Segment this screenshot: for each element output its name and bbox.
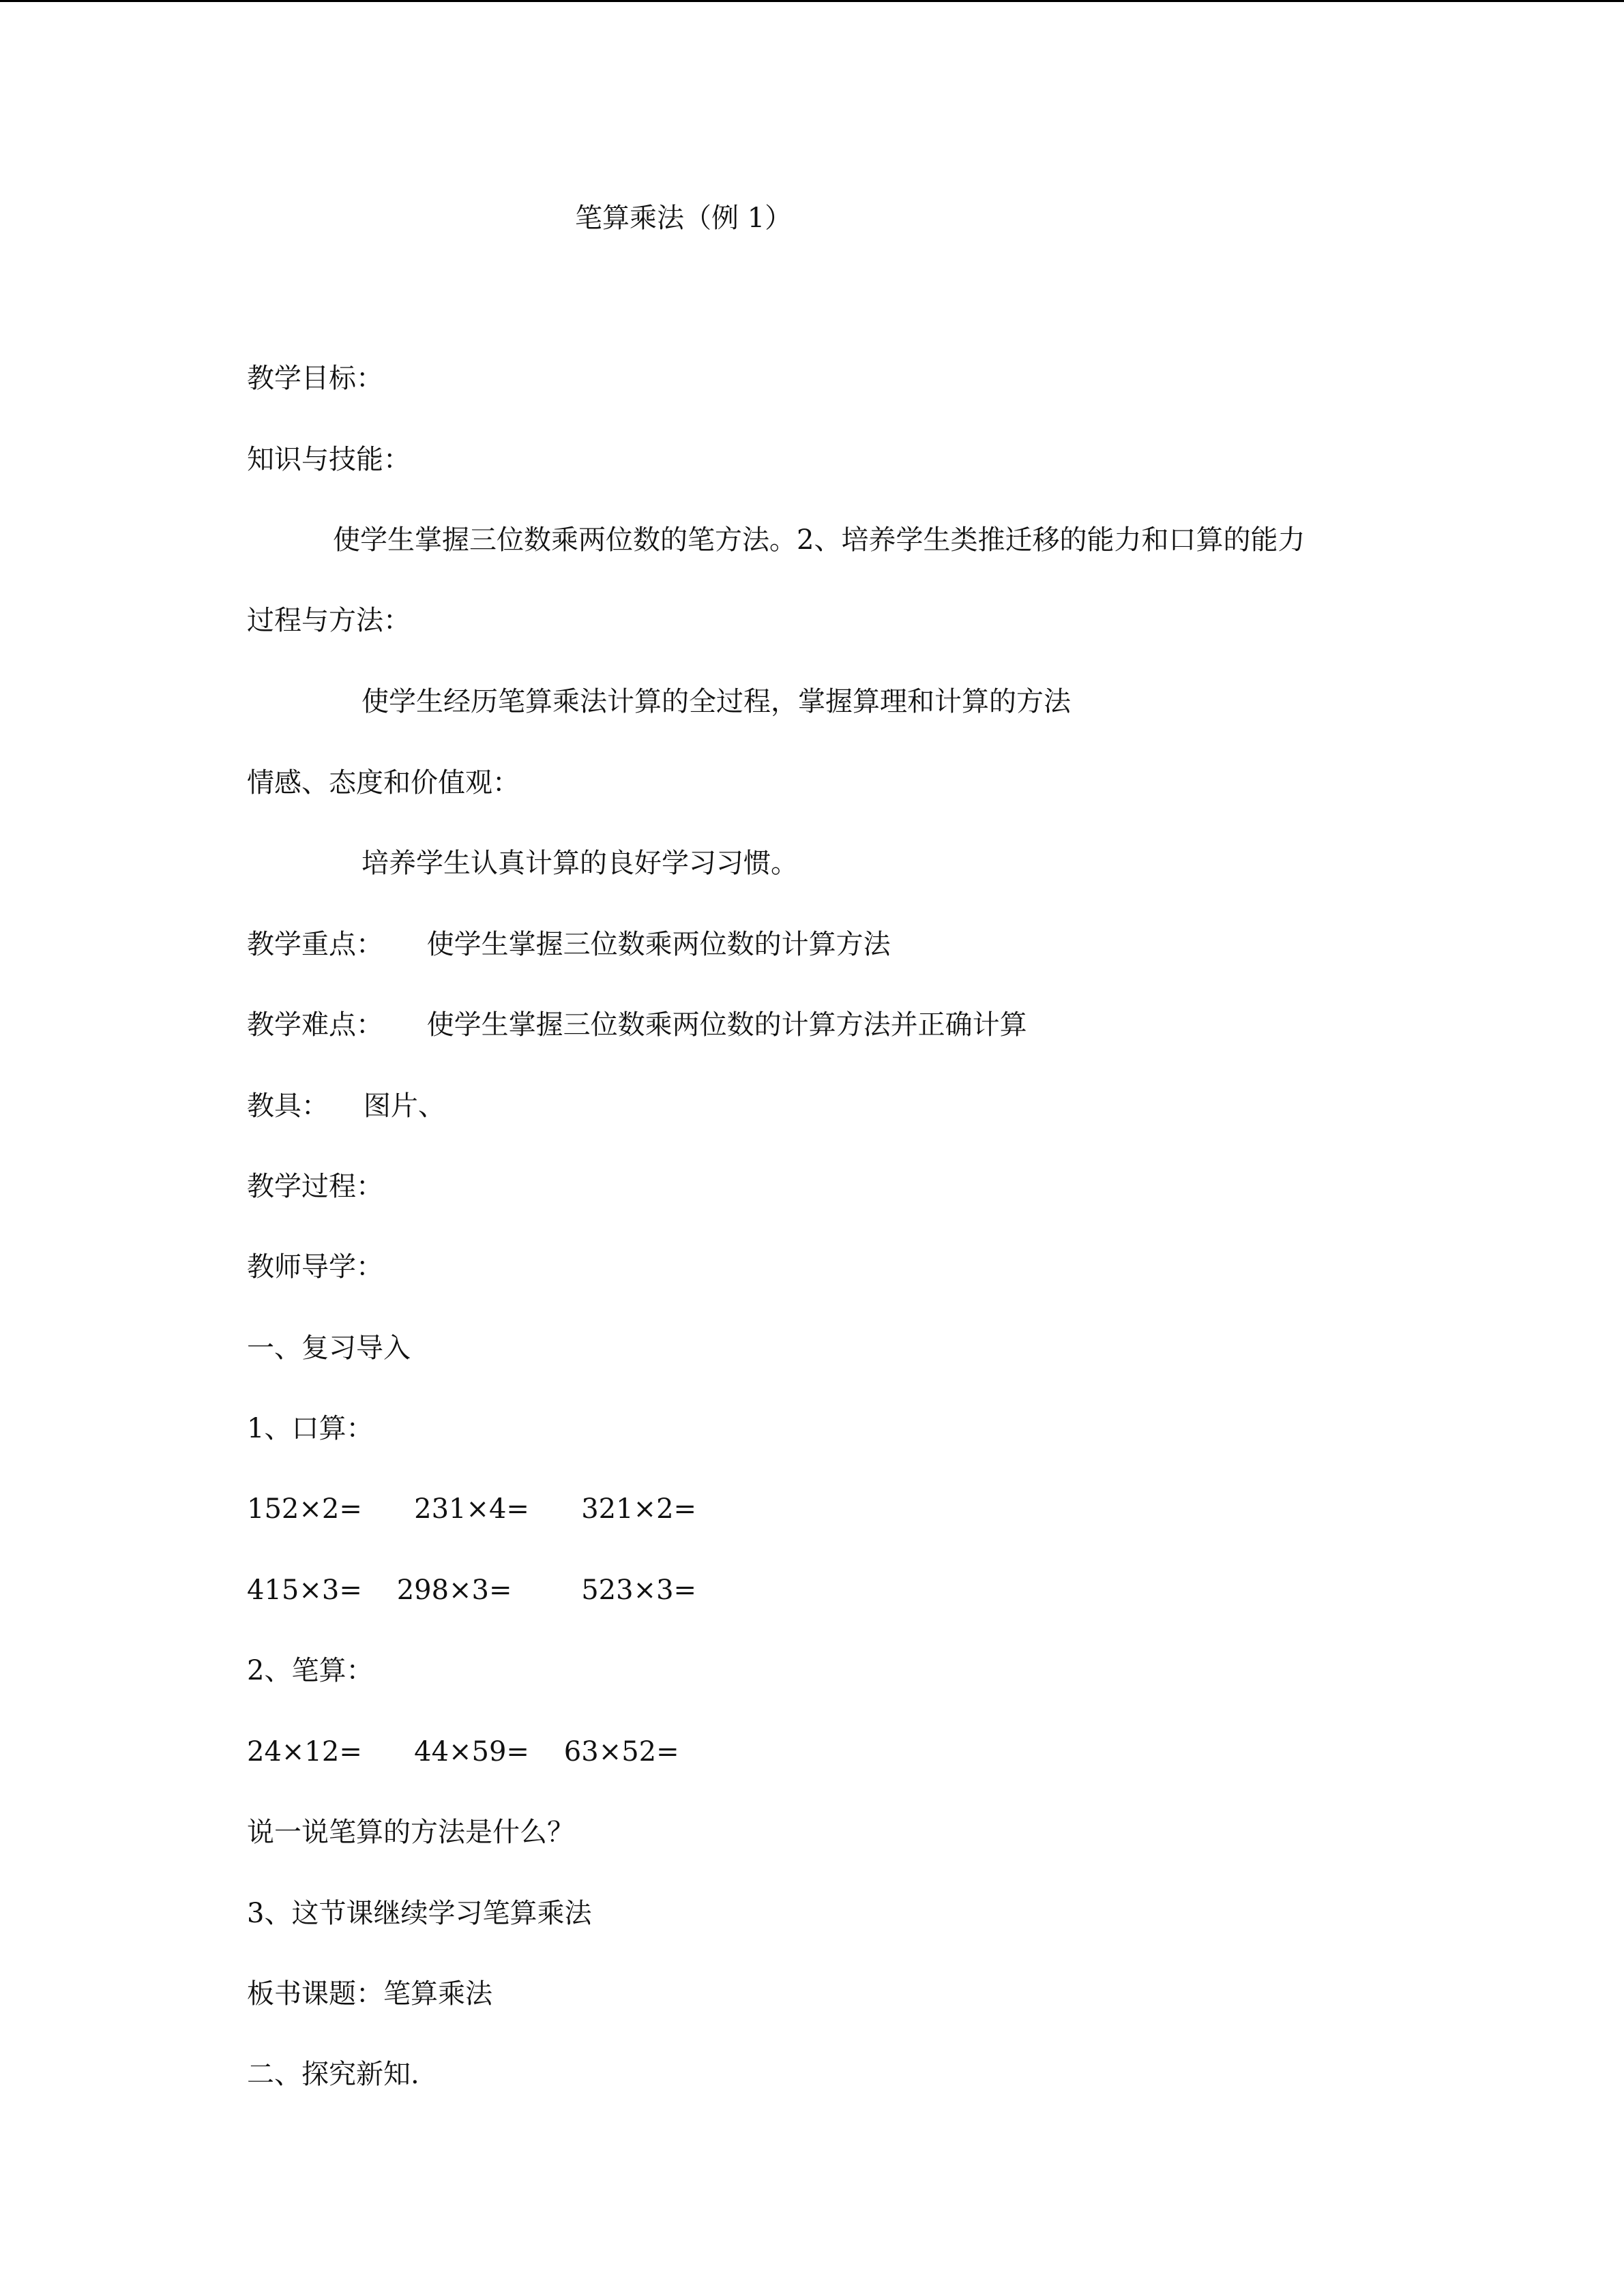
item-oral-calculation: 1、口算：: [247, 1413, 374, 1444]
teaching-aids: 教具： 图片、: [247, 1090, 445, 1122]
heading-process-method: 过程与方法：: [247, 605, 411, 636]
item-continue-learning: 3、这节课继续学习笔算乘法: [247, 1898, 592, 1929]
discussion-question: 说一说笔算的方法是什么？: [247, 1817, 574, 1848]
document-title: 笔算乘法（例 1）: [575, 203, 793, 234]
oral-exercises-row-2: 415×3= 298×3= 523×3=: [247, 1575, 697, 1606]
item-written-calculation: 2、笔算：: [247, 1655, 374, 1686]
board-topic: 板书课题：笔算乘法: [247, 1978, 492, 2010]
teaching-key-point: 教学重点： 使学生掌握三位数乘两位数的计算方法: [247, 929, 891, 960]
heading-teaching-process: 教学过程：: [247, 1171, 383, 1202]
section-explore-new: 二、探究新知.: [247, 2059, 419, 2090]
heading-knowledge-skills: 知识与技能：: [247, 444, 411, 475]
heading-teacher-guide: 教师导学：: [247, 1251, 383, 1283]
heading-teaching-objectives: 教学目标：: [247, 363, 383, 394]
section-review-intro: 一、复习导入: [247, 1332, 411, 1364]
paragraph-knowledge-skills: 使学生掌握三位数乘两位数的笔方法。2、培养学生类推迁移的能力和口算的能力: [333, 524, 1305, 556]
teaching-difficulty: 教学难点： 使学生掌握三位数乘两位数的计算方法并正确计算: [247, 1009, 1027, 1041]
page-top-border: [0, 0, 1624, 2]
paragraph-process-method: 使学生经历笔算乘法计算的全过程，掌握算理和计算的方法: [361, 686, 1071, 717]
written-exercises-row: 24×12= 44×59= 63×52=: [247, 1736, 679, 1768]
heading-emotion-attitude: 情感、态度和价值观：: [247, 767, 520, 799]
paragraph-emotion-attitude: 培养学生认真计算的良好学习习惯。: [361, 848, 798, 879]
oral-exercises-row-1: 152×2= 231×4= 321×2=: [247, 1493, 697, 1525]
